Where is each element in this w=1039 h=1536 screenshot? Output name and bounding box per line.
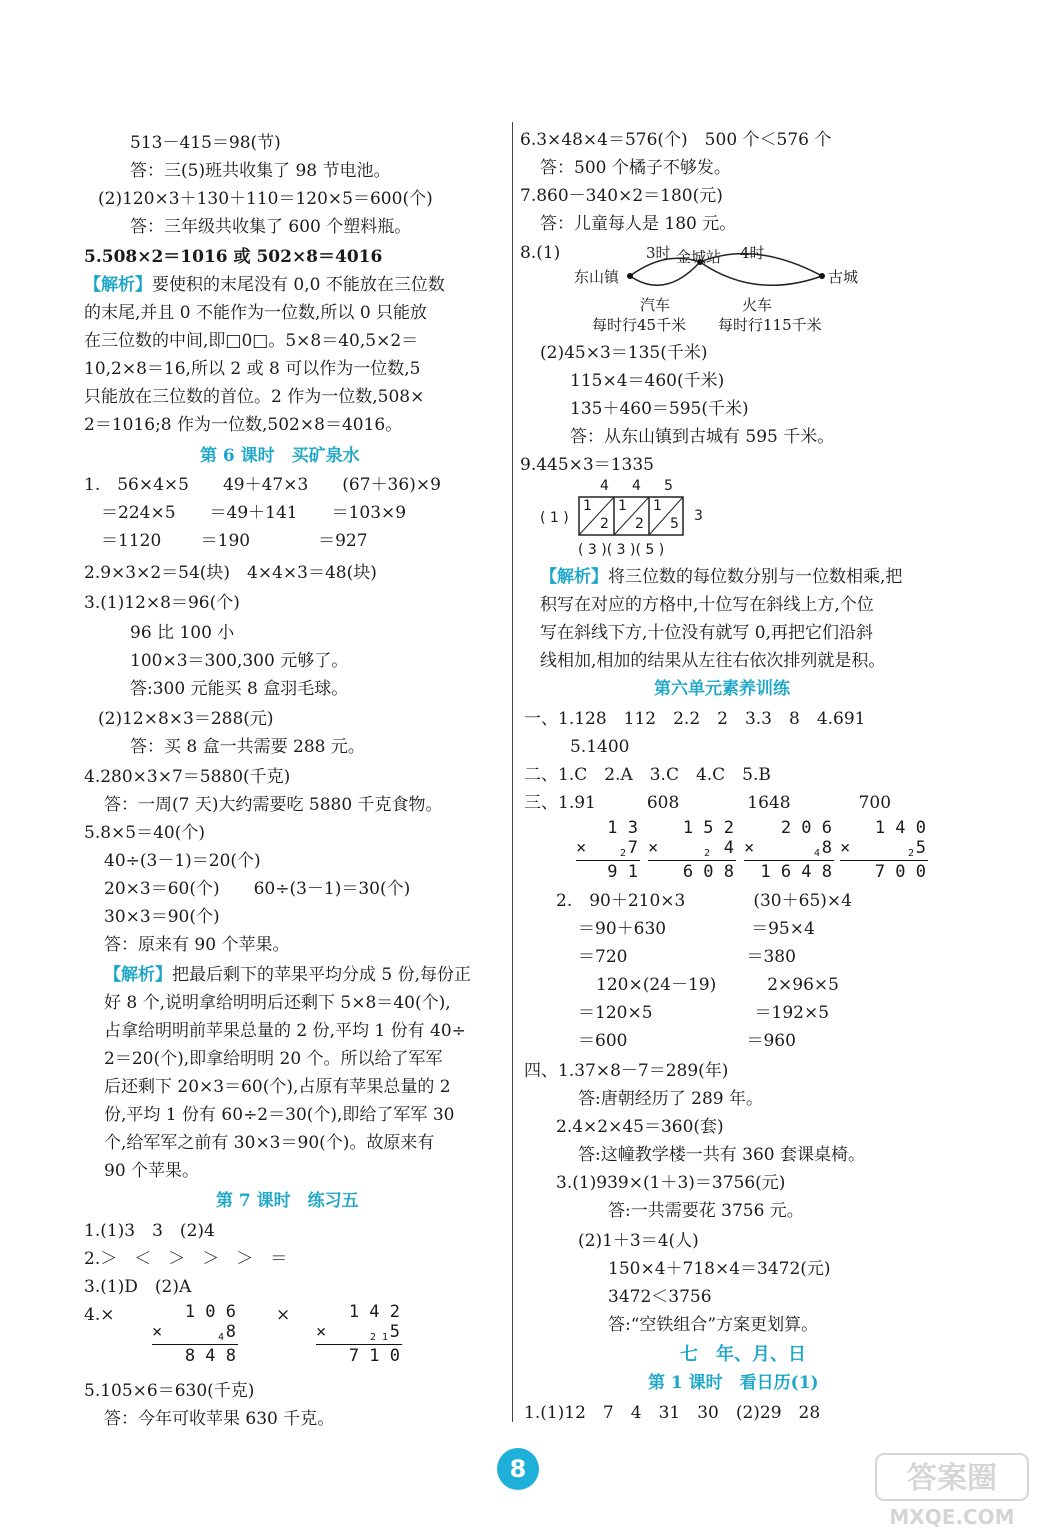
text-line: ＝90＋630 ＝95×4	[578, 919, 815, 939]
analysis-line: 个,给军军之前有 30×3＝90(个)。故原来有	[104, 1133, 435, 1153]
analysis-line: 10,2×8＝16,所以 2 或 8 可以作为一位数,5	[84, 359, 421, 379]
text-line: 100×3＝300,300 元够了。	[130, 651, 349, 671]
section-heading: 第六单元素养训练	[654, 679, 790, 699]
vertical-calculation: 1 0 6 × 4 8 8 4 8	[152, 1302, 236, 1366]
text-line: 5.8×5＝40(个)	[84, 823, 205, 843]
text-line: 150×4＋718×4＝3472(元)	[608, 1259, 831, 1279]
lattice-bottom-digits: ( 3 )( 3 )( 5 )	[578, 542, 665, 558]
text-line: 答：500 个橘子不够发。	[540, 158, 731, 178]
lattice-top-digits: 4 4 5	[600, 478, 673, 494]
analysis-tag: 【解析】	[104, 965, 172, 985]
text-line: 30×3＝90(个)	[104, 907, 220, 927]
text-line: 答：三年级共收集了 600 个塑料瓶。	[130, 217, 412, 237]
analysis-line: 2＝1016;8 作为一位数,502×8＝4016。	[84, 415, 403, 435]
diagram-label: 古城	[828, 268, 859, 286]
diagram-label: 每时行115千米	[718, 316, 822, 334]
text-line: ＝1120 ＝190 ＝927	[84, 531, 368, 551]
text-line: 2.＞ ＜ ＞ ＞ ＞ ＝	[84, 1249, 288, 1269]
text-line: 3472＜3756	[608, 1287, 712, 1307]
analysis-line: 在三位数的中间,即□0□。5×8＝40,5×2＝	[84, 331, 419, 351]
analysis-line: 2＝20(个),即拿给明明 20 个。所以给了军军	[104, 1049, 443, 1069]
text-line: 三、1.91 608 1648 700	[524, 793, 892, 813]
text-line: 答：三(5)班共收集了 98 节电池。	[130, 161, 391, 181]
text-line: (2)1＋3＝4(人)	[578, 1231, 699, 1251]
text-line: 513－415＝98(节)	[130, 133, 281, 153]
text-line: ＝120×5 ＝192×5	[578, 1003, 830, 1023]
text-line: 答：儿童每人是 180 元。	[540, 214, 737, 234]
vertical-calculation: 1 3 × 2 7 9 1	[576, 818, 638, 882]
lattice-right-label: 3	[694, 508, 703, 524]
analysis-line: 占拿给明明前苹果总量的 2 份,平均 1 份有 40÷	[104, 1021, 466, 1041]
text-line: 答:唐朝经历了 289 年。	[578, 1089, 763, 1109]
analysis-line: 只能放在三位数的首位。2 作为一位数,508×	[84, 387, 425, 407]
text-line: 96 比 100 小	[130, 623, 235, 643]
text-line: 8.(1)	[520, 243, 561, 263]
station-dot	[627, 273, 633, 279]
diagram-label: 火车	[742, 296, 773, 314]
text-line: 1.(1)3 3 (2)4	[84, 1221, 215, 1241]
station-dot	[819, 273, 825, 279]
lattice-cell: 1	[583, 498, 592, 514]
text-line: (2)45×3＝135(千米)	[540, 343, 708, 363]
text-line: 3.(1)12×8＝96(个)	[84, 593, 240, 613]
section-heading: 第 7 课时 练习五	[216, 1191, 359, 1211]
diagram-label: 3时	[646, 244, 671, 262]
lattice-left-label: ( 1 )	[540, 510, 569, 526]
text-line: 1. 56×4×5 49＋47×3 (67＋36)×9	[84, 475, 441, 495]
analysis-tag: 【解析】	[84, 275, 152, 295]
diagram-label: 东山镇	[574, 268, 620, 286]
text-line: 答:这幢教学楼一共有 360 套课桌椅。	[578, 1145, 865, 1165]
analysis-tag: 【解析】	[540, 567, 608, 587]
text-line: 四、1.37×8－7＝289(年)	[524, 1061, 729, 1081]
diagram-label: 每时行45千米	[592, 316, 687, 334]
text-line: 答：买 8 盒一共需要 288 元。	[130, 737, 365, 757]
question-5: 5.508×2＝1016 或 502×8＝4016	[84, 247, 383, 267]
text-line: 1.(1)12 7 4 31 30 (2)29 28	[524, 1403, 821, 1423]
text-line: 2.9×3×2＝54(块) 4×4×3＝48(块)	[84, 563, 377, 583]
vertical-calculation: 1 4 0 × 2 5 7 0 0	[840, 818, 926, 882]
analysis-line: 【解析】将三位数的每位数分别与一位数相乘,把	[540, 567, 903, 587]
section-heading: 第 6 课时 买矿泉水	[200, 446, 360, 466]
lattice-cell: 5	[670, 516, 679, 532]
lattice-cell: 1	[618, 498, 627, 514]
text-line: ＝720 ＝380	[578, 947, 796, 967]
text-line: 答:一共需要花 3756 元。	[608, 1201, 804, 1221]
text-line: 2. 90＋210×3 (30＋65)×4	[556, 891, 852, 911]
text-line: 答：从东山镇到古城有 595 千米。	[570, 427, 835, 447]
text-line: 40÷(3－1)＝20(个)	[104, 851, 261, 871]
text-line: 答：一周(7 天)大约需要吃 5880 千克食物。	[104, 795, 443, 815]
text-line: 2.4×2×45＝360(套)	[556, 1117, 724, 1137]
text-line: 5.105×6＝630(千克)	[84, 1381, 255, 1401]
svg-text:答案圈: 答案圈	[907, 1461, 997, 1496]
lattice-cell: 2	[635, 516, 644, 532]
vertical-calculation: 1 5 2 × 2 4 6 0 8	[648, 818, 734, 882]
text-line: 二、1.C 2.A 3.C 4.C 5.B	[524, 765, 771, 785]
text-line: 115×4＝460(千米)	[570, 371, 725, 391]
analysis-line: 90 个苹果。	[104, 1161, 200, 1181]
text-line: (2)120×3＋130＋110＝120×5＝600(个)	[98, 189, 433, 209]
text-line: 3.(1)939×(1＋3)＝3756(元)	[556, 1173, 786, 1193]
analysis-line: 线相加,相加的结果从左往右依次排列就是积。	[540, 651, 886, 671]
analysis-line: 份,平均 1 份有 60÷2＝30(个),即给了军军 30	[104, 1105, 455, 1125]
text-line: (2)12×8×3＝288(元)	[98, 709, 274, 729]
text-line: 答：原来有 90 个苹果。	[104, 935, 290, 955]
text-line: 135＋460＝595(千米)	[570, 399, 749, 419]
analysis-line: 好 8 个,说明拿给明明后还剩下 5×8＝40(个),	[104, 993, 451, 1013]
diagram-label: 汽车	[640, 296, 671, 314]
text-line: 答：今年可收苹果 630 千克。	[104, 1409, 335, 1429]
text-line: ×	[276, 1305, 291, 1325]
text-line: 3.(1)D (2)A	[84, 1277, 192, 1297]
lattice-cell: 2	[600, 516, 609, 532]
text-line: 4.280×3×7＝5880(千克)	[84, 767, 291, 787]
page-number-badge: 8	[497, 1448, 539, 1490]
diagram-label: 金城站	[676, 248, 722, 266]
text-line: ＝600 ＝960	[578, 1031, 796, 1051]
text-line: 答:“空铁组合”方案更划算。	[608, 1315, 819, 1335]
text-line: 20×3＝60(个) 60÷(3－1)＝30(个)	[104, 879, 411, 899]
text-line: 6.3×48×4＝576(个) 500 个＜576 个	[520, 130, 832, 150]
diagram-label: 4时	[740, 244, 765, 262]
vertical-calculation: 1 4 2 × 2 1 5 7 1 0	[316, 1302, 400, 1366]
text-line: 4.×	[84, 1305, 115, 1325]
text-line: 7.860－340×2＝180(元)	[520, 186, 723, 206]
text-line: 答:300 元能买 8 盒羽毛球。	[130, 679, 349, 699]
section-heading: 第 1 课时 看日历(1)	[648, 1373, 819, 1393]
text-line: ＝224×5 ＝49＋141 ＝103×9	[84, 503, 407, 523]
text-line: 9.445×3＝1335	[520, 455, 654, 475]
analysis-line: 的末尾,并且 0 不能作为一位数,所以 0 只能放	[84, 303, 428, 323]
analysis-line: 【解析】要使积的末尾没有 0,0 不能放在三位数	[84, 275, 445, 295]
column-divider	[512, 122, 513, 1422]
vertical-calculation: 2 0 6 × 4 8 1 6 4 8	[744, 818, 832, 882]
watermark-logo	[872, 1448, 1032, 1532]
analysis-line: 写在斜线下方,十位没有就写 0,再把它们沿斜	[540, 623, 874, 643]
analysis-line: 【解析】把最后剩下的苹果平均分成 5 份,每份正	[104, 965, 472, 985]
svg-text:MXQE.COM: MXQE.COM	[889, 1505, 1015, 1529]
unit-heading: 七 年、月、日	[680, 1344, 806, 1365]
text-line: 5.1400	[570, 737, 630, 757]
text-line: 一、1.128 112 2.2 2 3.3 8 4.691	[524, 709, 866, 729]
analysis-line: 积写在对应的方格中,十位写在斜线上方,个位	[540, 595, 874, 615]
analysis-line: 后还剩下 20×3＝60(个),占原有苹果总量的 2	[104, 1077, 451, 1097]
lattice-cell: 1	[653, 498, 662, 514]
text-line: 120×(24－19) 2×96×5	[596, 975, 839, 995]
